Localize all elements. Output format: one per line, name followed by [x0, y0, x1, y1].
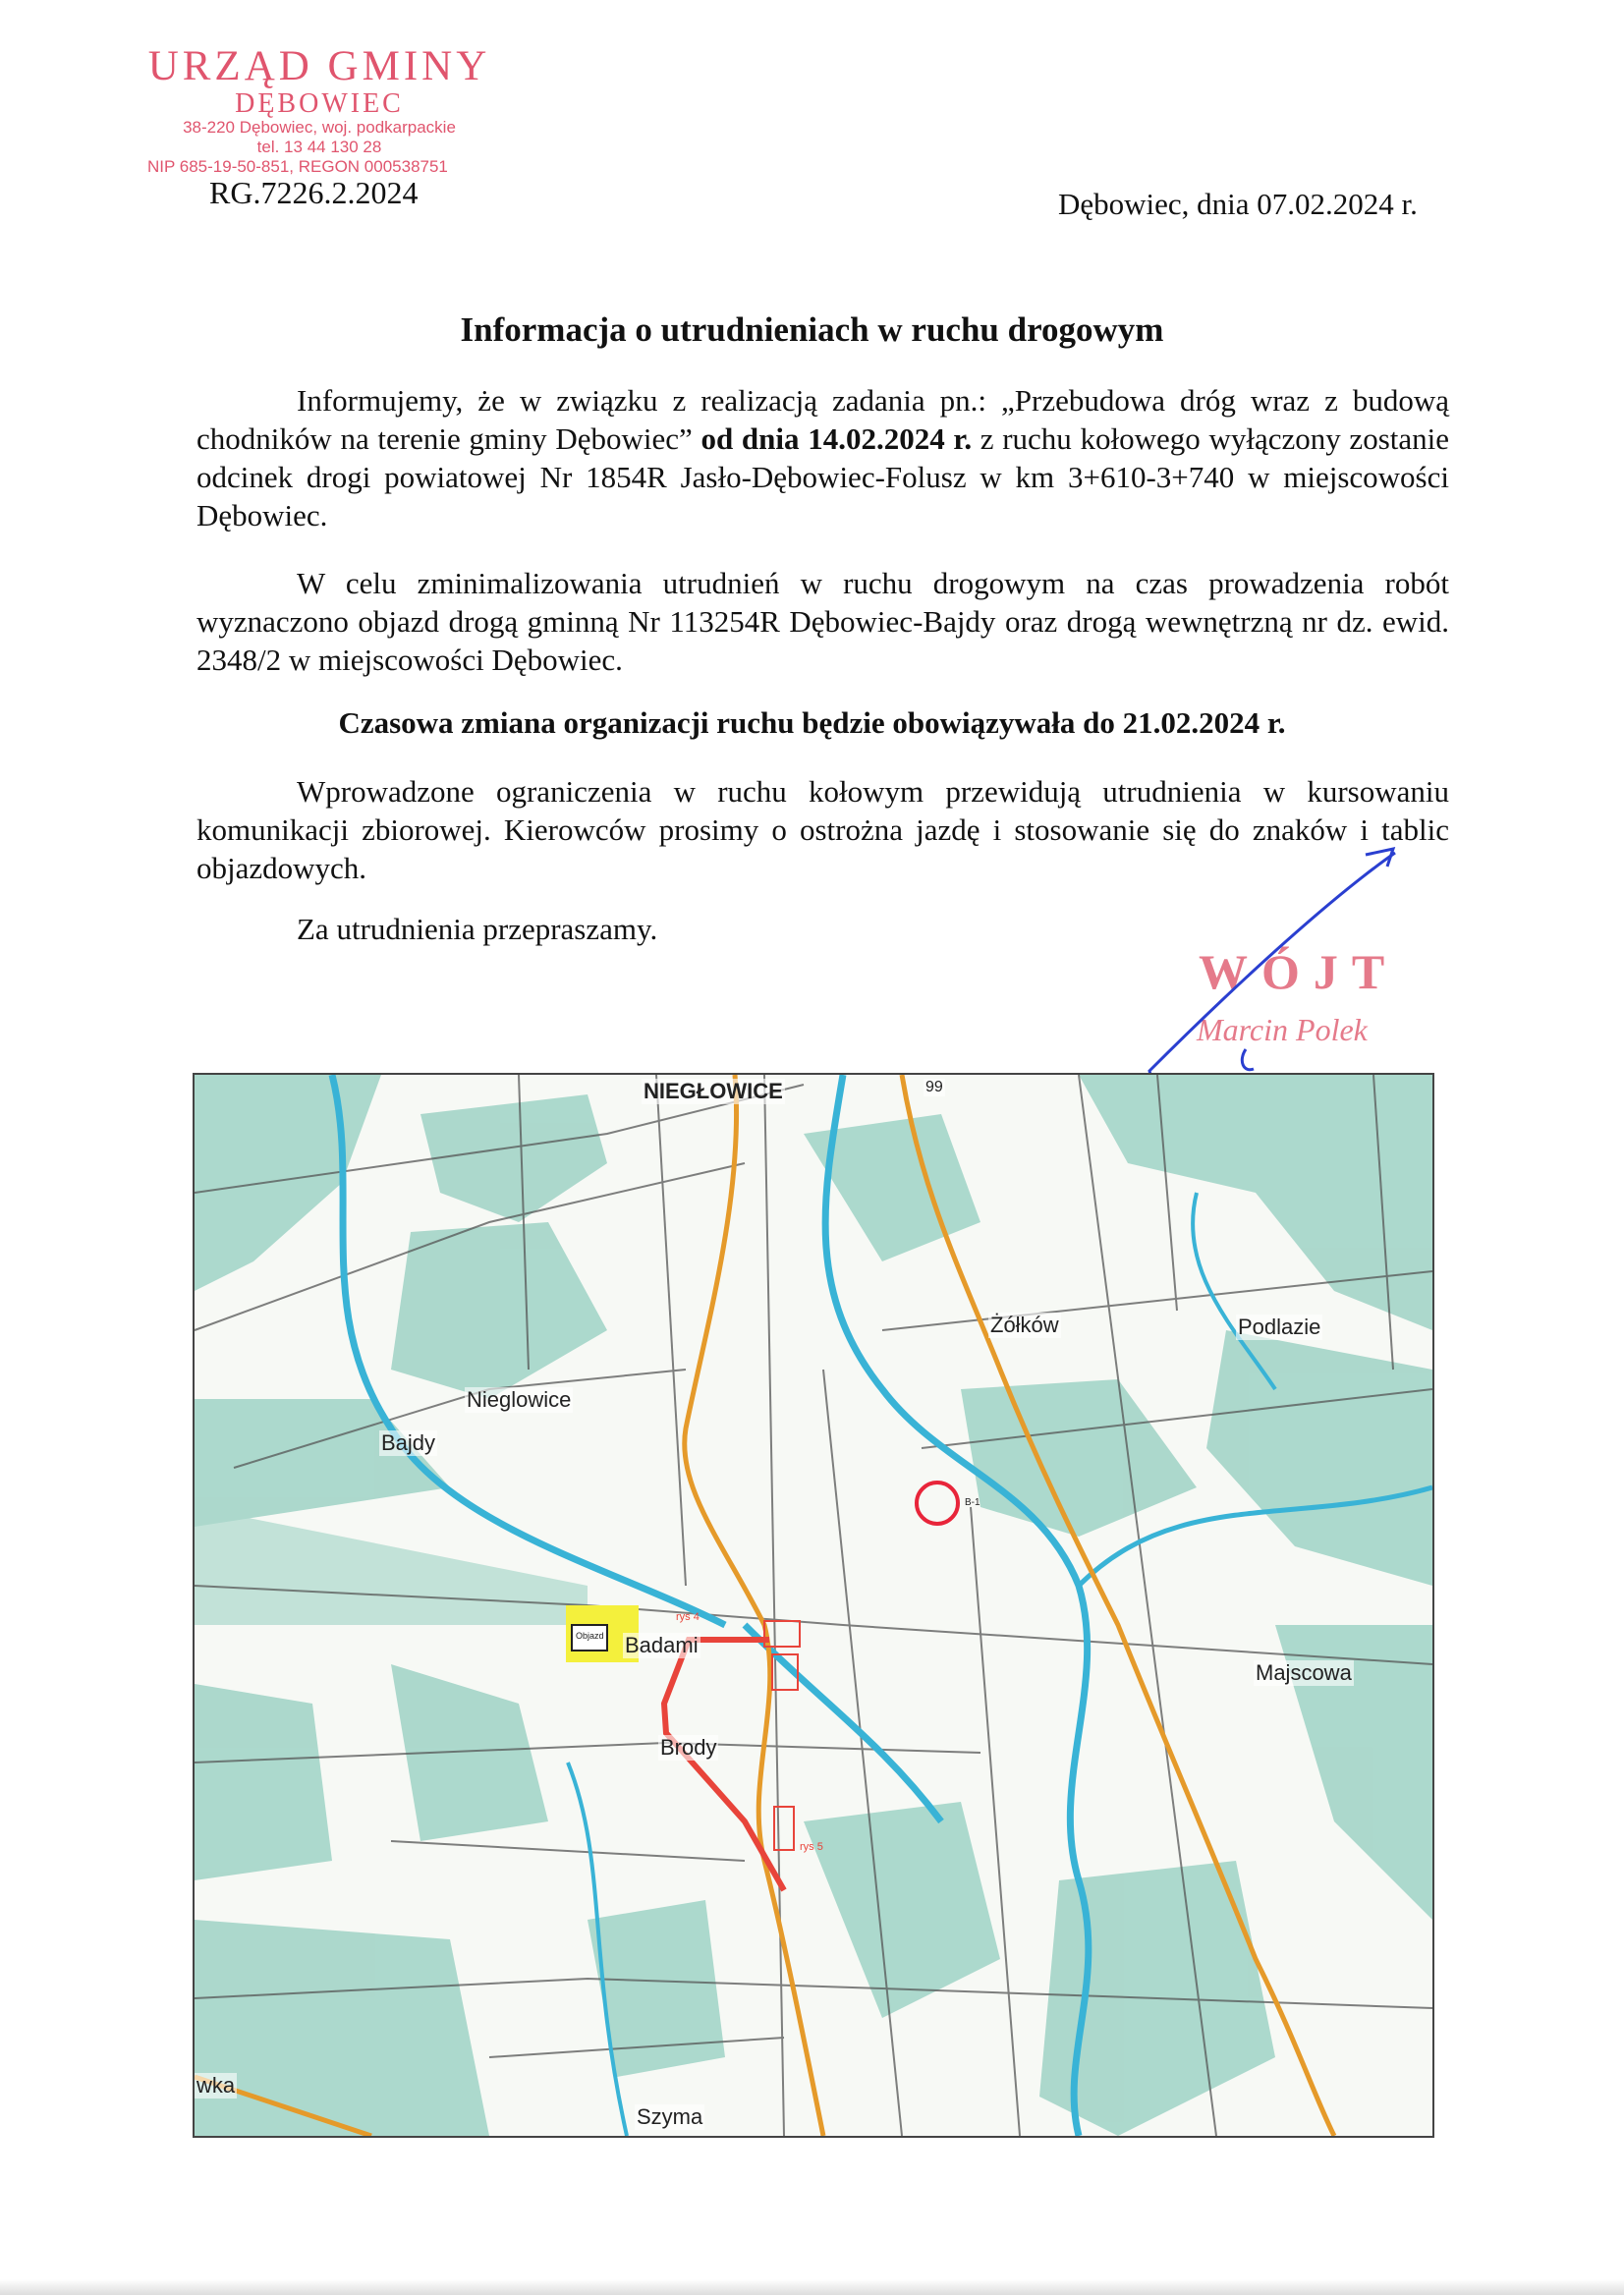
map-label-detour-sign: Objazd [576, 1631, 604, 1641]
stamp-office: URZĄD GMINY [147, 43, 491, 89]
map-label-sign-b1: B-1 [965, 1497, 980, 1508]
office-stamp [138, 43, 501, 177]
map-label-road-number: 99 [925, 1079, 943, 1095]
map-label-wka: wka [196, 2073, 236, 2098]
wojt-stamp-title: WÓJT [1199, 944, 1399, 999]
map-label-badami: Badami [625, 1633, 699, 1657]
scan-bottom-edge [0, 2279, 1624, 2295]
map-label-nieglowice: Nieglowice [467, 1387, 572, 1412]
map-label-podlazie: Podlazie [1238, 1315, 1321, 1339]
paragraph-3-bold: Czasowa zmiana organizacji ruchu będzie obowiązywała do 21.02.2024 r. [338, 705, 1286, 740]
map-label-szyma: Szyma [637, 2104, 703, 2129]
detour-map [193, 1073, 1434, 2138]
wojt-stamp-name: Marcin Polek [1197, 1012, 1368, 1047]
document-title: Informacja o utrudnieniach w ruchu drogowym [460, 310, 1164, 349]
stamp-town: DĘBOWIEC [235, 88, 404, 119]
map-label-brody: Brody [660, 1735, 717, 1760]
p1-part-a: Informujemy, że w związku z realizacją zadania pn.: „Przebudowa dróg wraz z budową chodników na terenie gminy Dębowiec” [196, 383, 1449, 456]
map-label-bajdy: Bajdy [381, 1430, 436, 1455]
stamp-address: 38-220 Dębowiec, woj. podkarpackie [183, 118, 456, 137]
paragraph-5: Za utrudnienia przepraszamy. [297, 912, 658, 946]
stamp-phone: tel. 13 44 130 28 [256, 138, 382, 156]
p4-text: Wprowadzone ograniczenia w ruchu kołowym przewidują utrudnienia w kursowaniu komunikacji zbiorowej. Kierowców prosimy o ostrożna jazdę i stosowanie się do znaków i tablic objazdowych. [196, 774, 1449, 885]
detour-route [664, 1640, 784, 1890]
map-drawing [195, 1075, 1432, 2136]
map-label-zolkow: Żółków [990, 1313, 1059, 1337]
stamp-ids: NIP 685-19-50-851, REGON 000538751 [147, 157, 448, 176]
paragraph-2 [196, 564, 1449, 679]
forest-areas [195, 1075, 1432, 2136]
road-closure-marker [917, 1483, 958, 1524]
map-label-majscowa: Majscowa [1256, 1660, 1352, 1685]
reference-number: RG.7226.2.2024 [209, 175, 419, 210]
map-label-rys4: rys 4 [676, 1611, 700, 1623]
p1-part-c: z ruchu kołowego wyłączony zostanie odcinek drogi powiatowej Nr 1854R Jasło-Dębowiec-Folusz w km 3+610-3+740 w miejscowości Dębowiec. [196, 421, 1450, 532]
map-label-nieglowice-top: NIEGŁOWICE [644, 1079, 783, 1103]
map-label-rys5: rys 5 [800, 1841, 823, 1853]
p2-text: W celu zminimalizowania utrudnień w ruchu drogowym na czas prowadzenia robót wyznaczono objazd drogą gminną Nr 113254R Dębowiec-Bajdy oraz drogą wewnętrzną nr dz. ewid. 2348/2 w miejscowości Dębowiec. [196, 566, 1449, 677]
handwritten-signature [1130, 825, 1454, 1091]
p1-date-bold: od dnia 14.02.2024 r. [700, 421, 973, 456]
date-line: Dębowiec, dnia 07.02.2024 r. [1058, 187, 1418, 221]
paragraph-1 [196, 381, 1449, 534]
